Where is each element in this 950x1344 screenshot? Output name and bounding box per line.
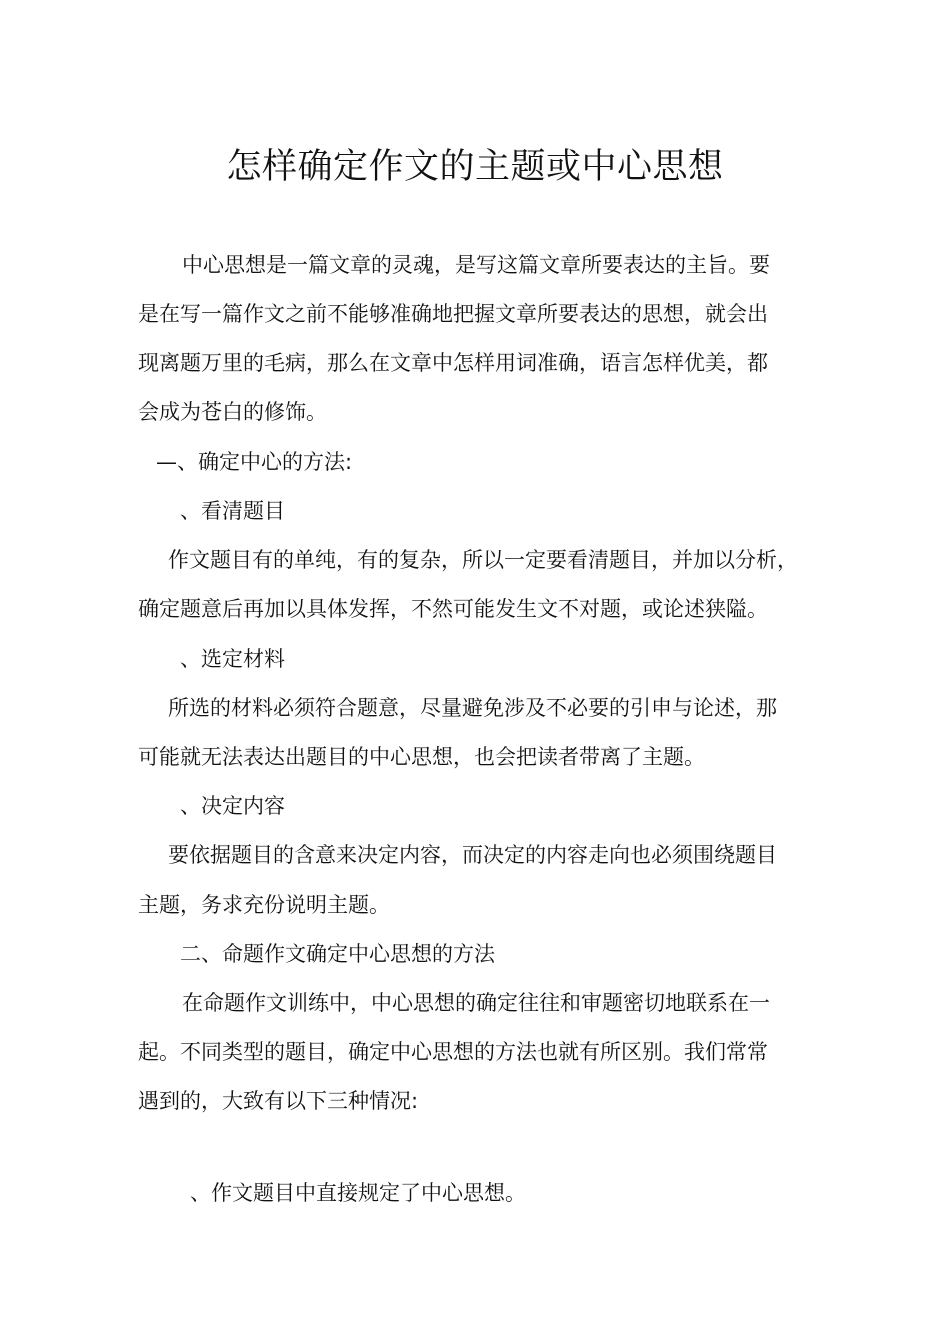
section-heading: —、确定中心的方法: — [156, 450, 353, 474]
paragraph-line: 遇到的，大致有以下三种情况: — [138, 1089, 419, 1113]
subsection-heading: 、决定内容 — [180, 794, 285, 818]
paragraph-line: 是在写一篇作文之前不能够准确地把握文章所要表达的思想，就会出 — [138, 302, 768, 326]
subsection-heading: 、看清题目 — [180, 499, 285, 523]
paragraph-line: 在命题作文训练中，中心思想的确定往往和审题密切地联系在一 — [182, 991, 770, 1015]
paragraph-line: 起。不同类型的题目，确定中心思想的方法也就有所区别。我们常常 — [138, 1040, 768, 1064]
paragraph-line: 可能就无法表达出题目的中心思想，也会把读者带离了主题。 — [138, 745, 705, 769]
paragraph-line: 要依据题目的含意来决定内容，而决定的内容走向也必须围绕题目 — [168, 843, 777, 867]
paragraph-line: 会成为苍白的修饰。 — [138, 400, 327, 424]
section-heading: 二、命题作文确定中心思想的方法 — [180, 942, 495, 966]
paragraph-line: 所选的材料必须符合题意，尽量避免涉及不必要的引申与论述，那 — [168, 696, 777, 720]
paragraph-line: 中心思想是一篇文章的灵魂，是写这篇文章所要表达的主旨。要 — [182, 253, 770, 277]
paragraph-line: 作文题目有的单纯，有的复杂，所以一定要看清题目，并加以分析， — [168, 548, 798, 572]
document-title: 怎样确定作文的主题或中心思想 — [226, 147, 724, 188]
subsection-heading: 、选定材料 — [180, 647, 285, 671]
paragraph-line: 现离题万里的毛病，那么在文章中怎样用词准确，语言怎样优美，都 — [138, 351, 768, 375]
list-item: 、作文题目中直接规定了中心思想。 — [190, 1181, 526, 1205]
paragraph-line: 主题，务求充份说明主题。 — [138, 893, 390, 917]
paragraph-line: 确定题意后再加以具体发挥，不然可能发生文不对题，或论述狭隘。 — [138, 597, 768, 621]
